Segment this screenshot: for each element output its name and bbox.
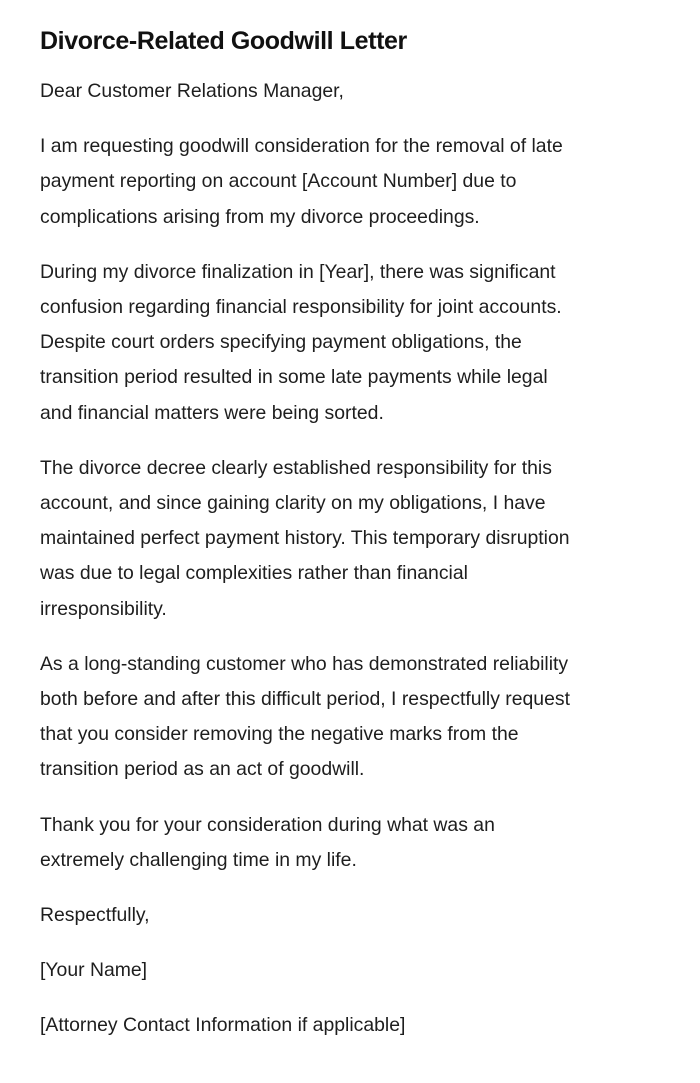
letter-salutation: Dear Customer Relations Manager, <box>40 80 344 102</box>
letter-closing: Respectfully, <box>40 904 150 927</box>
letter-paragraph-1: I am requesting goodwill consideration for the removal of late payment reporting on account [Account Number] due to complications arising from my divorce proceedings. <box>40 135 563 228</box>
letter-title: Divorce-Related Goodwill Letter <box>40 27 407 55</box>
letter-paragraph-4: As a long-standing customer who has demonstrated reliability both before and after this difficult period, I respectfully request that you consider removing the negative marks from the transition period as an act of goodwill. <box>40 652 570 781</box>
letter-paragraph-5: Thank you for your consideration during what was an extremely challenging time in my life. <box>40 813 495 871</box>
letter-attorney-info: [Attorney Contact Information if applicable] <box>40 1014 406 1037</box>
letter-paragraph-2: During my divorce finalization in [Year], there was significant confusion regarding financial responsibility for joint accounts. Despite court orders specifying payment obligations, the transition period resulted in some late payments while legal and financial matters were being sorted. <box>40 260 562 424</box>
letter-signature-name: [Your Name] <box>40 959 148 982</box>
letter-paragraph-3: The divorce decree clearly established responsibility for this account, and since gaining clarity on my obligations, I have maintained perfect payment history. This temporary disruption was due to legal complexities rather than financial irresponsibility. <box>40 456 570 620</box>
